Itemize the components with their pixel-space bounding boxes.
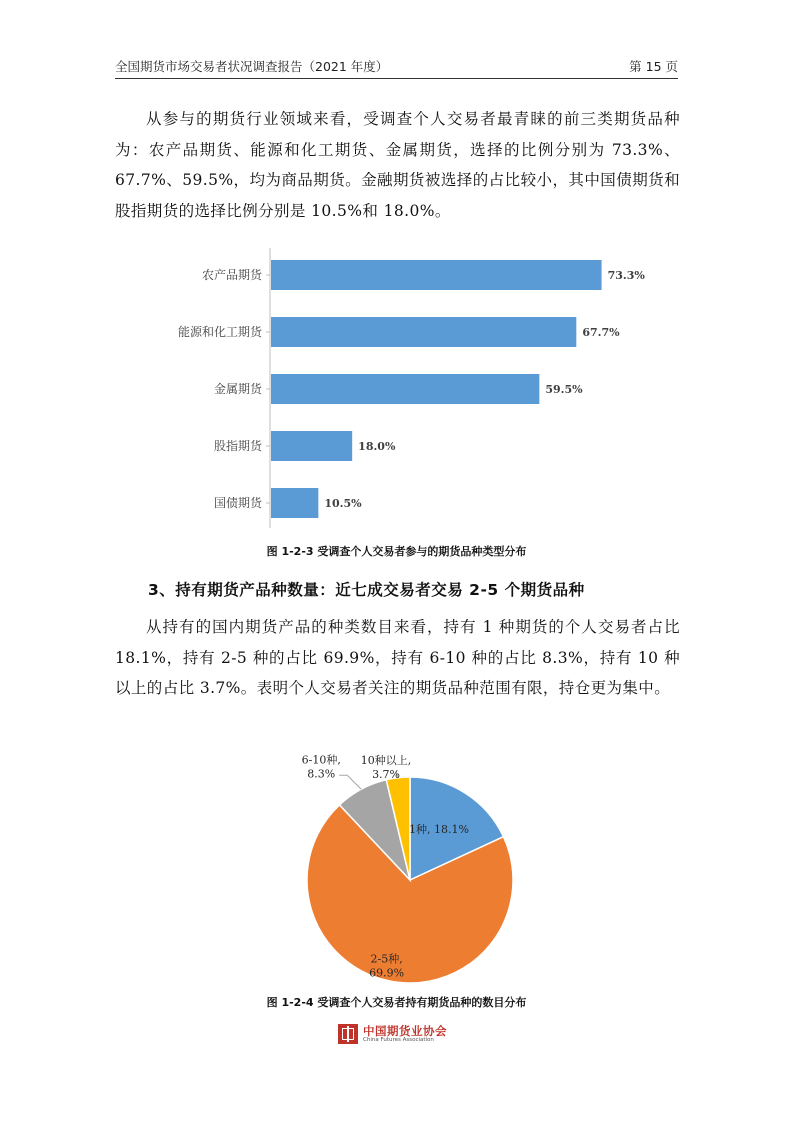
pie-label-1: 1种, 18.1%: [408, 822, 469, 836]
bar-chart-futures-types: [140, 248, 660, 528]
bar-3: [271, 374, 539, 404]
bar-category-label: 国债期货: [213, 496, 262, 510]
report-title: 全国期货市场交易者状况调查报告（2021 年度）: [115, 59, 389, 74]
bar-category-label: 金属期货: [213, 382, 262, 396]
page-header: [115, 57, 678, 79]
pie-chart-holding-count: [250, 752, 550, 987]
pie-label-3: 6-10种, 8.3%: [301, 753, 341, 781]
bar-value-label: 18.0%: [358, 440, 396, 453]
pie-label-2: 2-5种, 69.9%: [369, 952, 405, 980]
logo-text-cn: 中国期货业协会: [363, 1024, 447, 1038]
paragraph-holding-count: 从持有的国内期货产品的种类数目来看，持有 1 种期货的个人交易者占比 18.1%，持有 2-5 种的占比 69.9%，持有 6-10 种的占比 8.3%，持有 10 种以上的占比 3.7%。表明个人交易者关注的期货品种范围有限，持仓更为集中。: [115, 618, 680, 697]
bar-category-label: 股指期货: [213, 439, 262, 453]
bar-value-label: 67.7%: [582, 326, 620, 339]
bar-4: [271, 431, 352, 461]
bar-value-label: 10.5%: [324, 497, 362, 510]
bar-value-label: 59.5%: [545, 383, 583, 396]
page-number: 第 15 页: [629, 59, 678, 74]
pie-label-4: 10种以上, 3.7%: [360, 754, 412, 781]
bar-1: [271, 260, 602, 290]
bar-value-label: 73.3%: [607, 269, 645, 282]
bar-category-label: 能源和化工期货: [177, 325, 262, 339]
header-divider: [115, 78, 678, 79]
logo-text-en: China Futures Association: [363, 1037, 434, 1043]
figure-caption-1-2-3: 图 1-2-3 受调查个人交易者参与的期货品种类型分布: [266, 545, 527, 558]
bar-5: [271, 488, 318, 518]
figure-caption-1-2-4: 图 1-2-4 受调查个人交易者持有期货品种的数目分布: [266, 996, 527, 1009]
cfa-logo: [338, 1020, 458, 1050]
section-subheading: 3、持有期货产品种数量：近七成交易者交易 2-5 个期货品种: [148, 581, 585, 599]
pie-leader-3: [339, 775, 361, 789]
paragraph-industry-fields: 从参与的期货行业领域来看，受调查个人交易者最青睐的前三类期货品种为：农产品期货、能源和化工期货、金属期货，选择的比例分别为 73.3%、67.7%、59.5%，均为商品期货。金融期货被选择的占比较小，其中国债期货和股指期货的选择比例分别是 10.5%和 18.0%。: [115, 110, 680, 220]
bar-category-label: 农产品期货: [201, 268, 262, 282]
cfa-emblem-icon: [338, 1024, 358, 1044]
bar-2: [271, 317, 576, 347]
